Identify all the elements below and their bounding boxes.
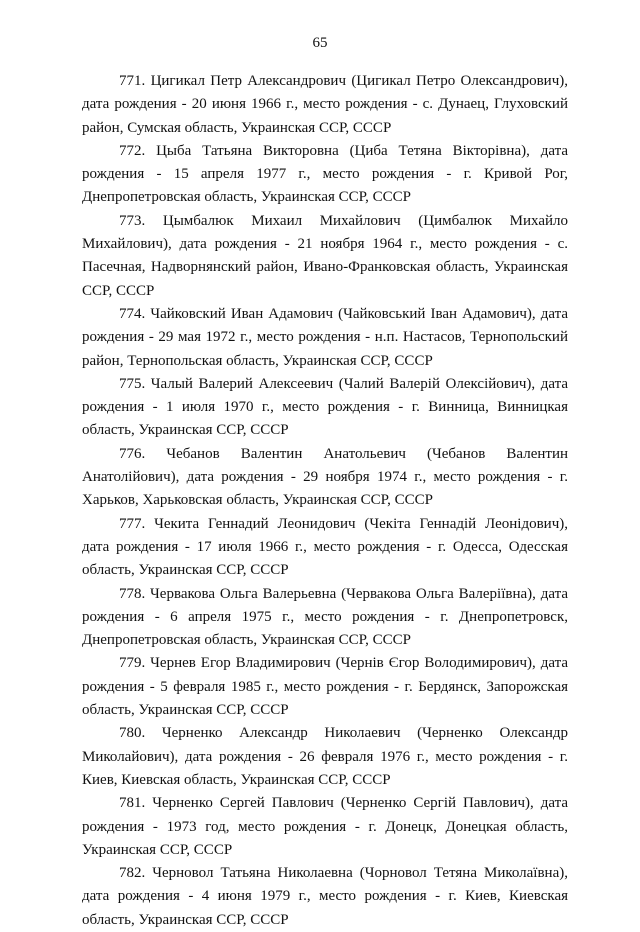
entry-list (82, 70, 568, 932)
list-item: 781. Черненко Сергей Павлович (Черненко Сергій Павлович), дата рождения - 1973 год, место рождения - г. Донецк, Донецкая область, Украинская ССР, СССР (82, 795, 568, 858)
list-item: 777. Чекита Геннадий Леонидович (Чекіта Геннадій Леонідович), дата рождения - 17 июля 1966 г., место рождения - г. Одесса, Одесская область, Украинская ССР, СССР (82, 515, 568, 579)
list-item: 778. Червакова Ольга Валерьевна (Червакова Ольга Валеріївна), дата рождения - 6 апреля 1975 г., место рождения - г. Днепропетровск, Днепропетровская область, Украинская ССР, СССР (82, 585, 568, 649)
list-item: 774. Чайковский Иван Адамович (Чайковський Іван Адамович), дата рождения - 29 мая 1972 г., место рождения - н.п. Настасов, Тернопольский район, Тернопольская область, Украинская ССР, СССР (82, 305, 568, 369)
list-item: 771. Цигикал Петр Александрович (Цигикал Петро Олександрович), дата рождения - 20 июня 1966 г., место рождения - с. Дунаец, Глуховский район, Сумская область, Украинская ССР, СССР (82, 73, 568, 136)
list-item: 772. Цыба Татьяна Викторовна (Циба Тетяна Вікторівна), дата рождения - 15 апреля 1977 г., место рождения - г. Кривой Рог, Днепропетровская область, Украинская ССР, СССР (82, 142, 568, 206)
page-number: 65 (312, 35, 328, 51)
list-item: 780. Черненко Александр Николаевич (Черненко Олександр Миколайович), дата рождения - 26 февраля 1976 г., место рождения - г. Киев, Киевская область, Украинская ССР, СССР (82, 725, 568, 788)
list-item: 779. Чернев Егор Владимирович (Чернів Єгор Володимирович), дата рождения - 5 февраля 1985 г., место рождения - г. Бердянск, Запорожская область, Украинская ССР, СССР (82, 655, 568, 719)
list-item: 782. Черновол Татьяна Николаевна (Чорновол Тетяна Миколаївна), дата рождения - 4 июня 1979 г., место рождения - г. Киев, Киевская область, Украинская ССР, СССР (82, 865, 568, 928)
list-item: 775. Чалый Валерий Алексеевич (Чалий Валерій Олексійович), дата рождения - 1 июля 1970 г., место рождения - г. Винница, Винницкая область, Украинская ССР, СССР (82, 375, 568, 439)
list-item: 773. Цымбалюк Михаил Михайлович (Цимбалюк Михайло Михайлович), дата рождения - 21 ноября 1964 г., место рождения - с. Пасечная, Надворнянский район, Ивано-Франковская область, Украинская ССР, СССР (82, 212, 568, 299)
list-item: 776. Чебанов Валентин Анатольевич (Чебанов Валентин Анатолійович), дата рождения - 29 ноября 1974 г., место рождения - г. Харьков, Харьковская область, Украинская ССР, СССР (82, 445, 568, 509)
